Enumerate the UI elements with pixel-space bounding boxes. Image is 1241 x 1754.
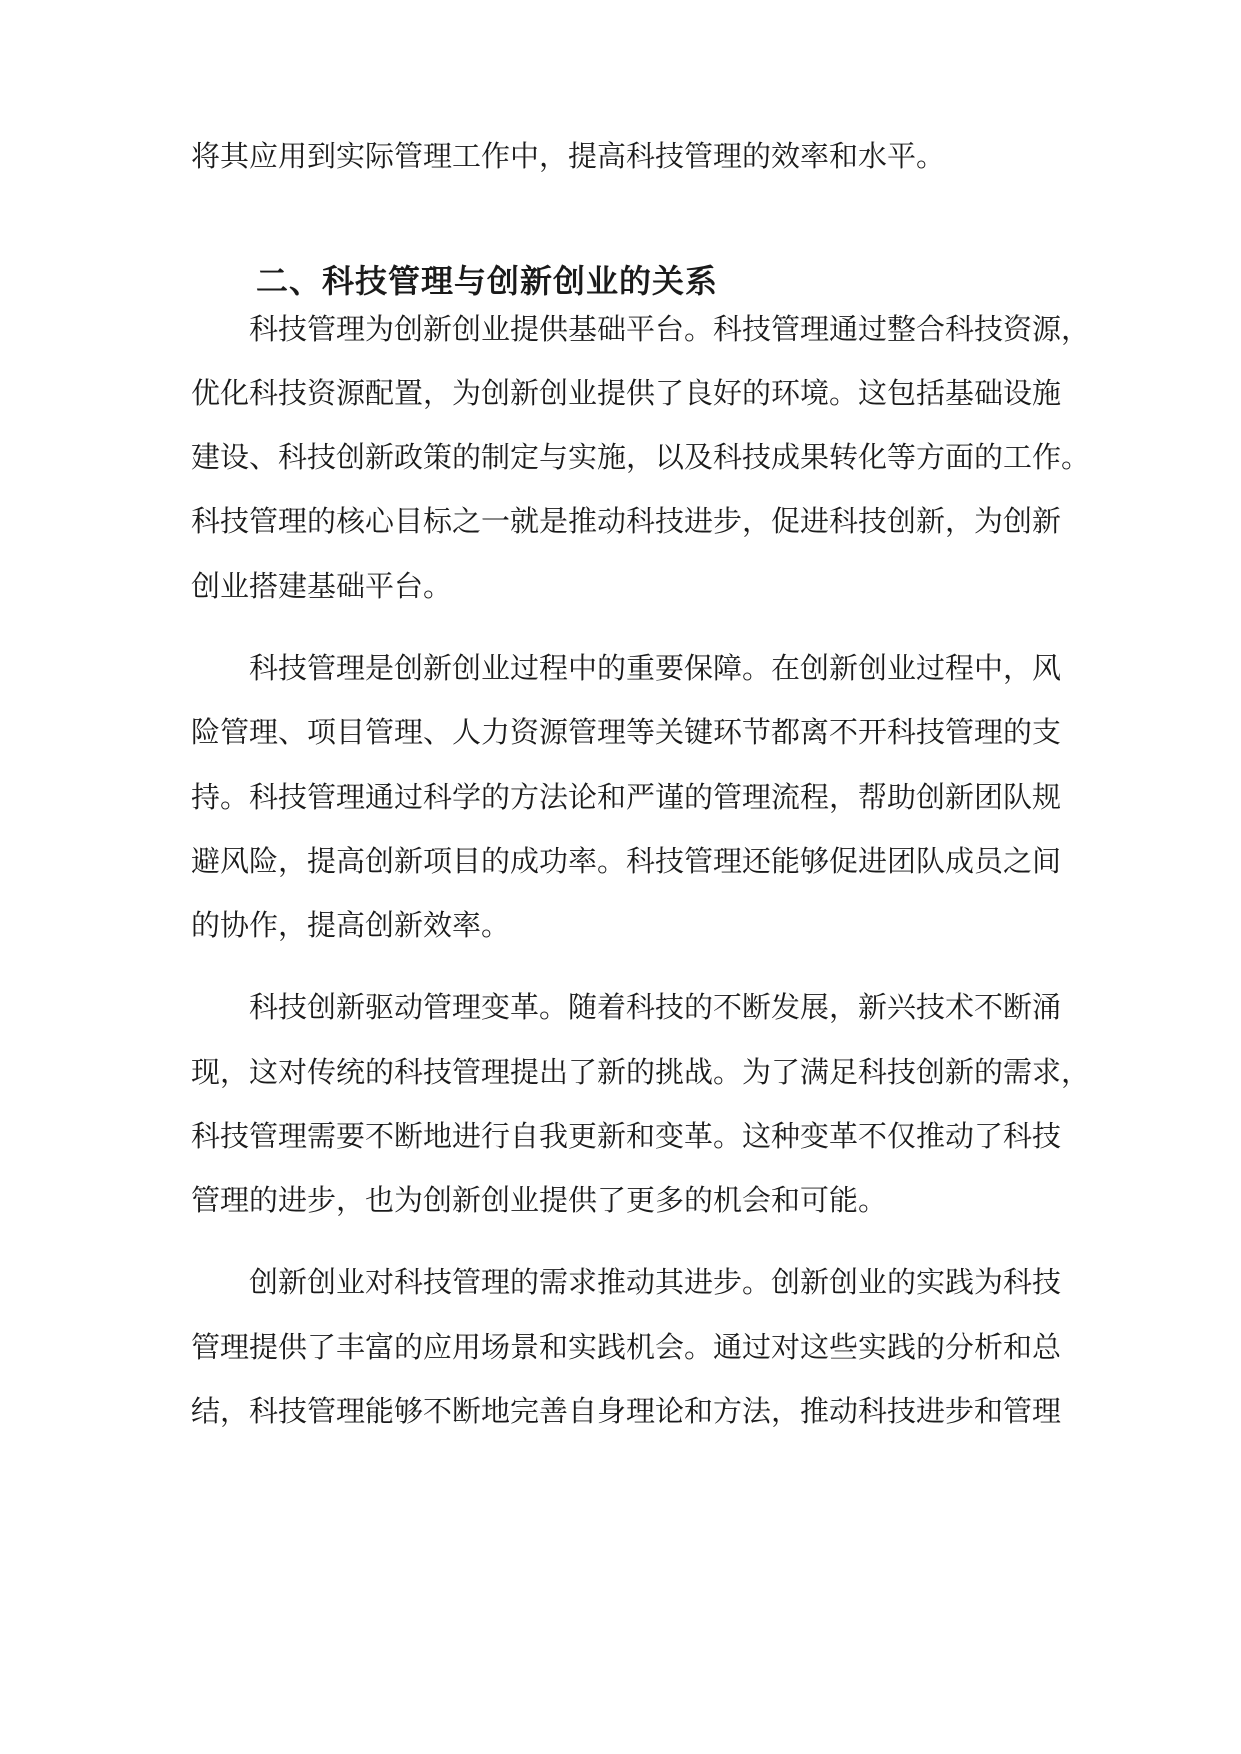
paragraph-1-line-1: 科技管理为创新创业提供基础平台。科技管理通过整合科技资源， [249,312,1091,346]
paragraph-1-line-4: 科技管理的核心目标之一就是推动科技进步，促进科技创新，为创新 [191,504,1062,538]
intro-line: 将其应用到实际管理工作中，提高科技管理的效率和水平。 [191,139,946,173]
paragraph-3-line-3: 科技管理需要不断地进行自我更新和变革。这种变革不仅推动了科技 [191,1119,1062,1153]
paragraph-2-line-5: 的协作，提高创新效率。 [191,908,511,942]
paragraph-3-line-1: 科技创新驱动管理变革。随着科技的不断发展，新兴技术不断涌 [249,990,1062,1024]
paragraph-1-line-2: 优化科技资源配置，为创新创业提供了良好的环境。这包括基础设施 [191,376,1062,410]
paragraph-3-line-4: 管理的进步，也为创新创业提供了更多的机会和可能。 [191,1183,888,1217]
paragraph-2-line-1: 科技管理是创新创业过程中的重要保障。在创新创业过程中，风 [249,651,1062,685]
paragraph-1-line-5: 创业搭建基础平台。 [191,569,453,603]
paragraph-3-line-2: 现，这对传统的科技管理提出了新的挑战。为了满足科技创新的需求， [191,1055,1091,1089]
paragraph-4-line-3: 结，科技管理能够不断地完善自身理论和方法，推动科技进步和管理 [191,1394,1062,1428]
paragraph-1-line-3: 建设、科技创新政策的制定与实施，以及科技成果转化等方面的工作。 [191,440,1091,474]
paragraph-2-line-4: 避风险，提高创新项目的成功率。科技管理还能够促进团队成员之间 [191,844,1062,878]
paragraph-4-line-2: 管理提供了丰富的应用场景和实践机会。通过对这些实践的分析和总 [191,1330,1062,1364]
paragraph-4-line-1: 创新创业对科技管理的需求推动其进步。创新创业的实践为科技 [249,1265,1062,1299]
paragraph-2-line-3: 持。科技管理通过科学的方法论和严谨的管理流程，帮助创新团队规 [191,780,1062,814]
section-heading: 二、科技管理与创新创业的关系 [256,262,719,300]
paragraph-2-line-2: 险管理、项目管理、人力资源管理等关键环节都离不开科技管理的支 [191,715,1062,749]
